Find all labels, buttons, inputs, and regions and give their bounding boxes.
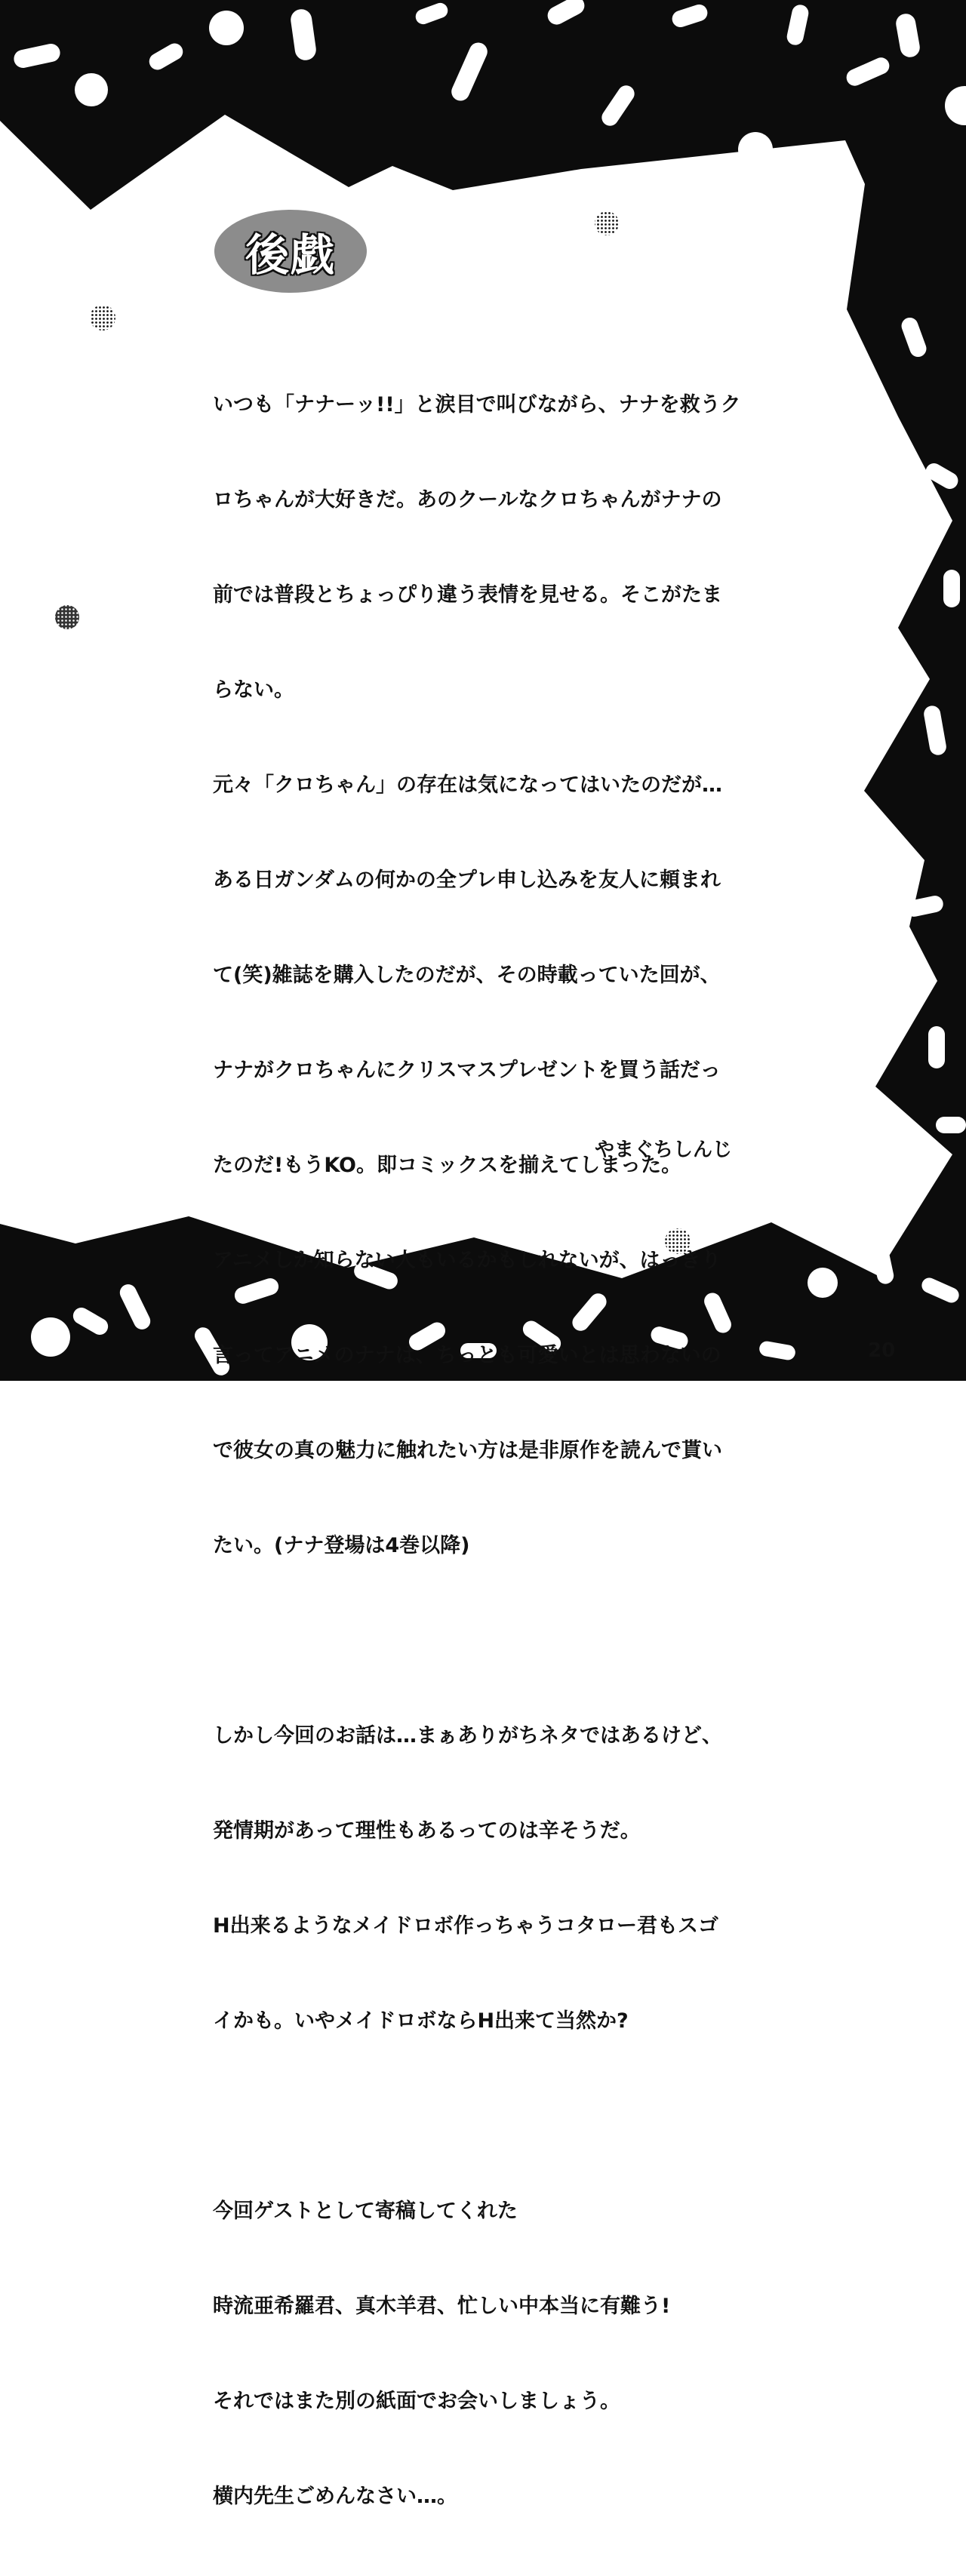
text-line: イかも。いやメイドロボならH出来て当然か? xyxy=(213,2009,629,2033)
page-title: 後戯 xyxy=(245,229,336,281)
text-line: ナナがクロちゃんにクリスマスプレゼントを買う話だっ xyxy=(213,1059,721,1082)
text-line: 言ってアニメのナナは、ちっとも可愛いとは思わないの xyxy=(213,1344,721,1367)
text-line: それではまた別の紙面でお会いしましょう。 xyxy=(213,2390,620,2413)
text-line: 横内先生ごめんなさい…。 xyxy=(213,2485,457,2508)
text-line: ある日ガンダムの何かの全プレ申し込みを友人に頼まれ xyxy=(213,868,721,892)
author-signature: やまぐちしんじ xyxy=(594,1139,732,1161)
afterword-body xyxy=(213,326,741,2576)
page-number: 20 xyxy=(868,1339,896,1362)
text-line: しかし今回のお話は…まぁありがちネタではあるけど、 xyxy=(213,1724,722,1748)
text-line: て(笑)雑誌を購入したのだが、その時載っていた回が、 xyxy=(213,964,721,987)
text-line: 発情期があって理性もあるってのは辛そうだ。 xyxy=(213,1819,641,1843)
text-line: いつも「ナナーッ!!」と涙目で叫びながら、ナナを救うク xyxy=(213,393,741,417)
text-line: 元々「クロちゃん」の存在は気になってはいたのだが… xyxy=(213,773,722,797)
text-line: 前では普段とちょっぴり違う表情を見せる。そこがたま xyxy=(213,583,722,607)
text-line: H出来るようなメイドロボ作っちゃうコタロー君もスゴ xyxy=(213,1914,719,1938)
text-line: たい。(ナナ登場は4巻以降) xyxy=(213,1534,470,1557)
paragraph-gap xyxy=(213,1625,741,1657)
paragraph-gap xyxy=(213,2101,741,2132)
title-badge xyxy=(214,210,367,293)
text-line: ロちゃんが大好きだ。あのクールなクロちゃんがナナの xyxy=(213,488,722,512)
text-line: 時流亜希羅君、真木羊君、忙しい中本当に有難う! xyxy=(213,2295,671,2318)
text-line: たのだ!もうKO。即コミックスを揃えてしまった。 xyxy=(213,1154,682,1177)
text-line: らない。 xyxy=(213,678,294,702)
text-line: 今回ゲストとして寄稿してくれた xyxy=(213,2199,518,2223)
text-line: で彼女の真の魅力に触れたい方は是非原作を読んで貰い xyxy=(213,1439,722,1462)
text-line: アニメしか知らない人もいるかもしれないが、はっきり xyxy=(213,1249,721,1272)
